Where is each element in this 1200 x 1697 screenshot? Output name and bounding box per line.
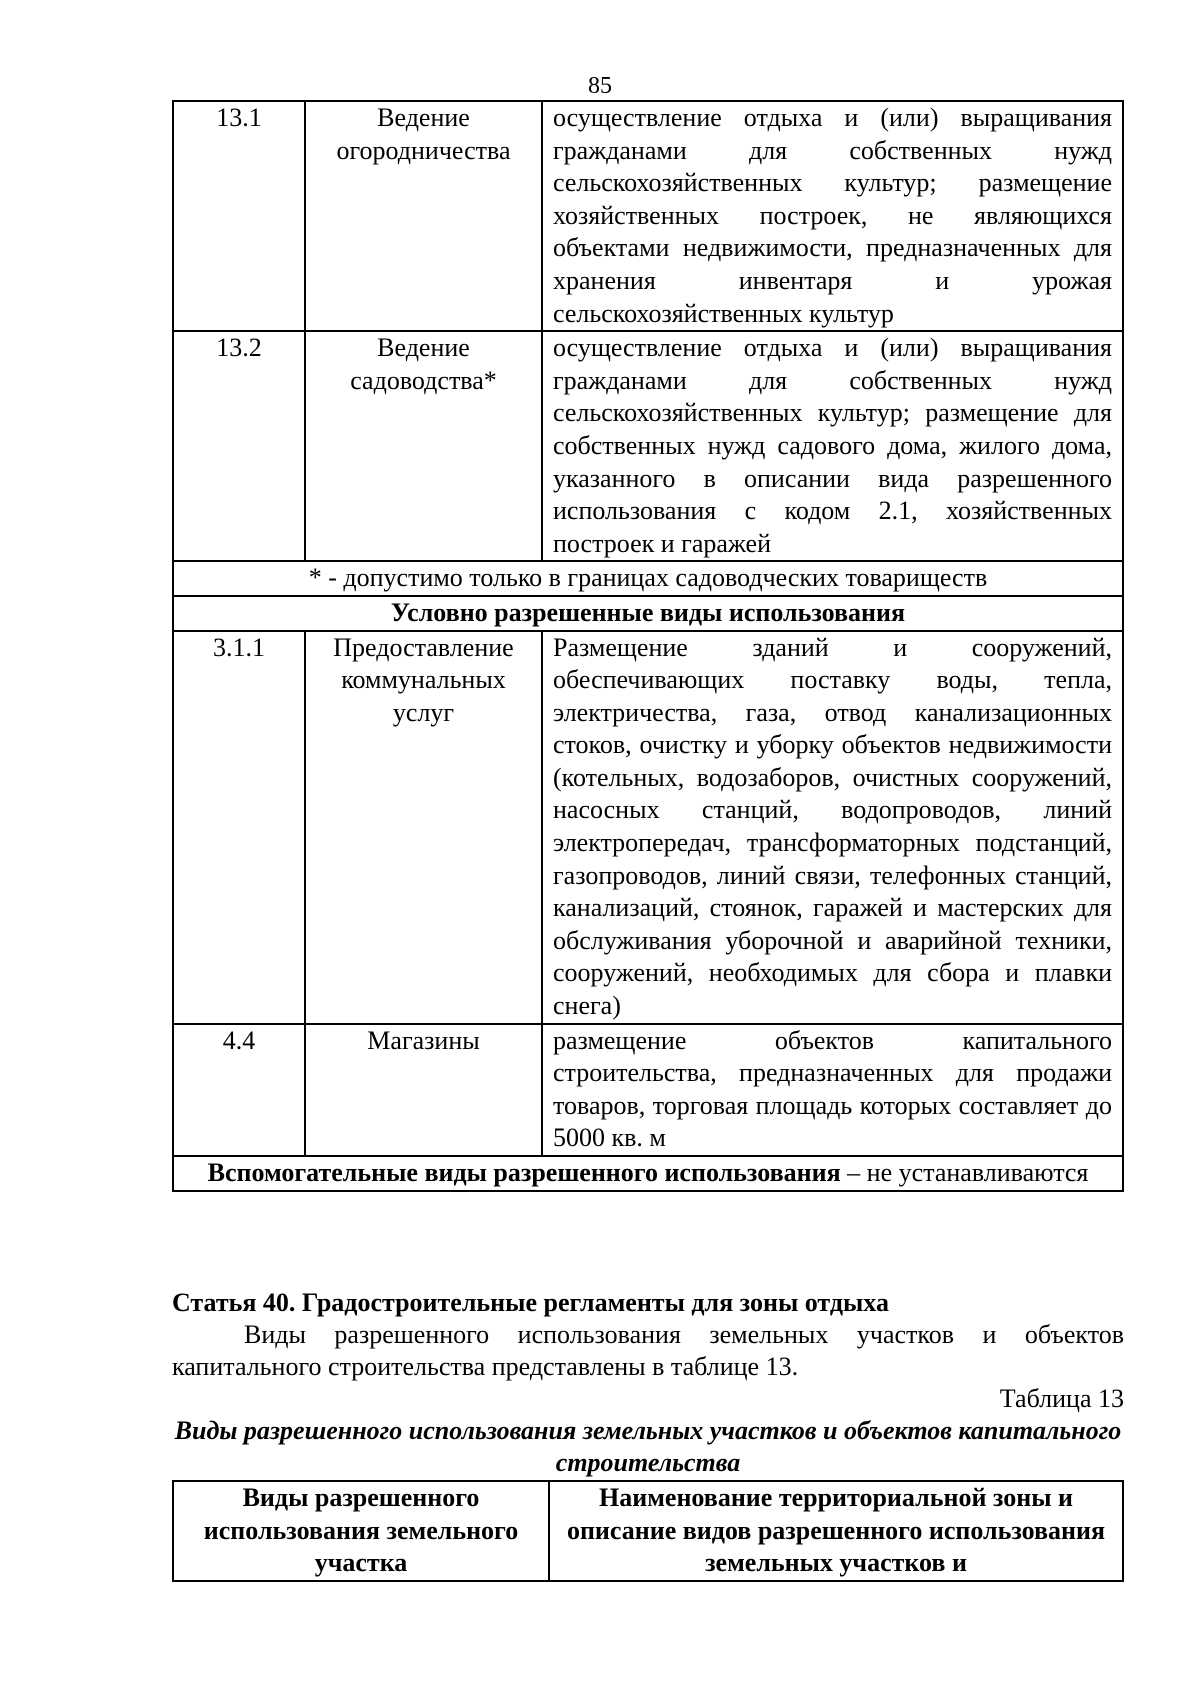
use-code: 4.4 <box>173 1024 305 1156</box>
article-text: Виды разрешенного использования земельных участков и объектов капитального строительства представлены в таблице 13. <box>172 1320 1124 1381</box>
use-name: Ведение огородничества <box>305 101 542 331</box>
table-row <box>173 631 1123 1024</box>
use-description: осуществление отдыха и (или) выращивания гражданами для собственных нужд сельскохозяйственных культур; размещение хозяйственных построек, не являющихся объектами недвижимости, предназначенных для хранения инвентаря и урожая сельскохозяйственных культур <box>542 101 1123 331</box>
auxiliary-uses-note: – не устанавливаются <box>840 1158 1089 1187</box>
table-title: Виды разрешенного использования земельных участков и объектов капитального строительства <box>174 1416 1122 1477</box>
page-number: 85 <box>588 73 612 99</box>
auxiliary-uses <box>173 1156 1123 1191</box>
table-row <box>173 101 1123 331</box>
footnote-row <box>173 561 1123 596</box>
table-row <box>173 1024 1123 1156</box>
table-13 <box>172 1480 1124 1582</box>
use-code: 13.1 <box>173 101 305 331</box>
table-header-row <box>173 1481 1123 1581</box>
use-description: Размещение зданий и сооружений, обеспечивающих поставку воды, тепла, электричества, газа, отвод канализационных стоков, очистку и уборку объектов недвижимости (котельных, водозаборов, очистных сооружений, насосных станций, водопроводов, линий электропередач, трансформаторных подстанций, газопроводов, линий связи, телефонных станций, канализаций, стоянок, гаражей и мастерских для обслуживания уборочной и аварийной техники, сооружений, необходимых для сбора и плавки снега) <box>542 631 1123 1024</box>
table-label: Таблица 13 <box>999 1384 1124 1413</box>
use-name: Ведение садоводства* <box>305 331 542 561</box>
use-code: 13.2 <box>173 331 305 561</box>
article-section <box>172 1287 1124 1383</box>
column-header: Виды разрешенного использования земельного участка <box>173 1481 549 1581</box>
section-heading-row <box>173 596 1123 631</box>
use-description: осуществление отдыха и (или) выращивания гражданами для собственных нужд сельскохозяйственных культур; размещение для собственных нужд садового дома, жилого дома, указанного в описании вида разрешенного использования с кодом 2.1, хозяйственных построек и гаражей <box>542 331 1123 561</box>
column-header: Наименование территориальной зоны и описание видов разрешенного использования земельных участков и <box>549 1481 1123 1581</box>
conditional-uses-heading: Условно разрешенные виды использования <box>173 596 1123 631</box>
article-heading: Статья 40. Градостроительные регламенты для зоны отдыха <box>172 1288 889 1317</box>
use-description: размещение объектов капитального строительства, предназначенных для продажи товаров, торговая площадь которых составляет до 5000 кв. м <box>542 1024 1123 1156</box>
land-use-table <box>172 100 1124 1192</box>
auxiliary-row <box>173 1156 1123 1191</box>
footnote: * - допустимо только в границах садоводческих товариществ <box>173 561 1123 596</box>
auxiliary-uses-heading: Вспомогательные виды разрешенного использования <box>207 1158 841 1187</box>
use-code: 3.1.1 <box>173 631 305 1024</box>
use-name: Магазины <box>305 1024 542 1156</box>
use-name: Предоставление коммунальных услуг <box>305 631 542 1024</box>
table-row <box>173 331 1123 561</box>
